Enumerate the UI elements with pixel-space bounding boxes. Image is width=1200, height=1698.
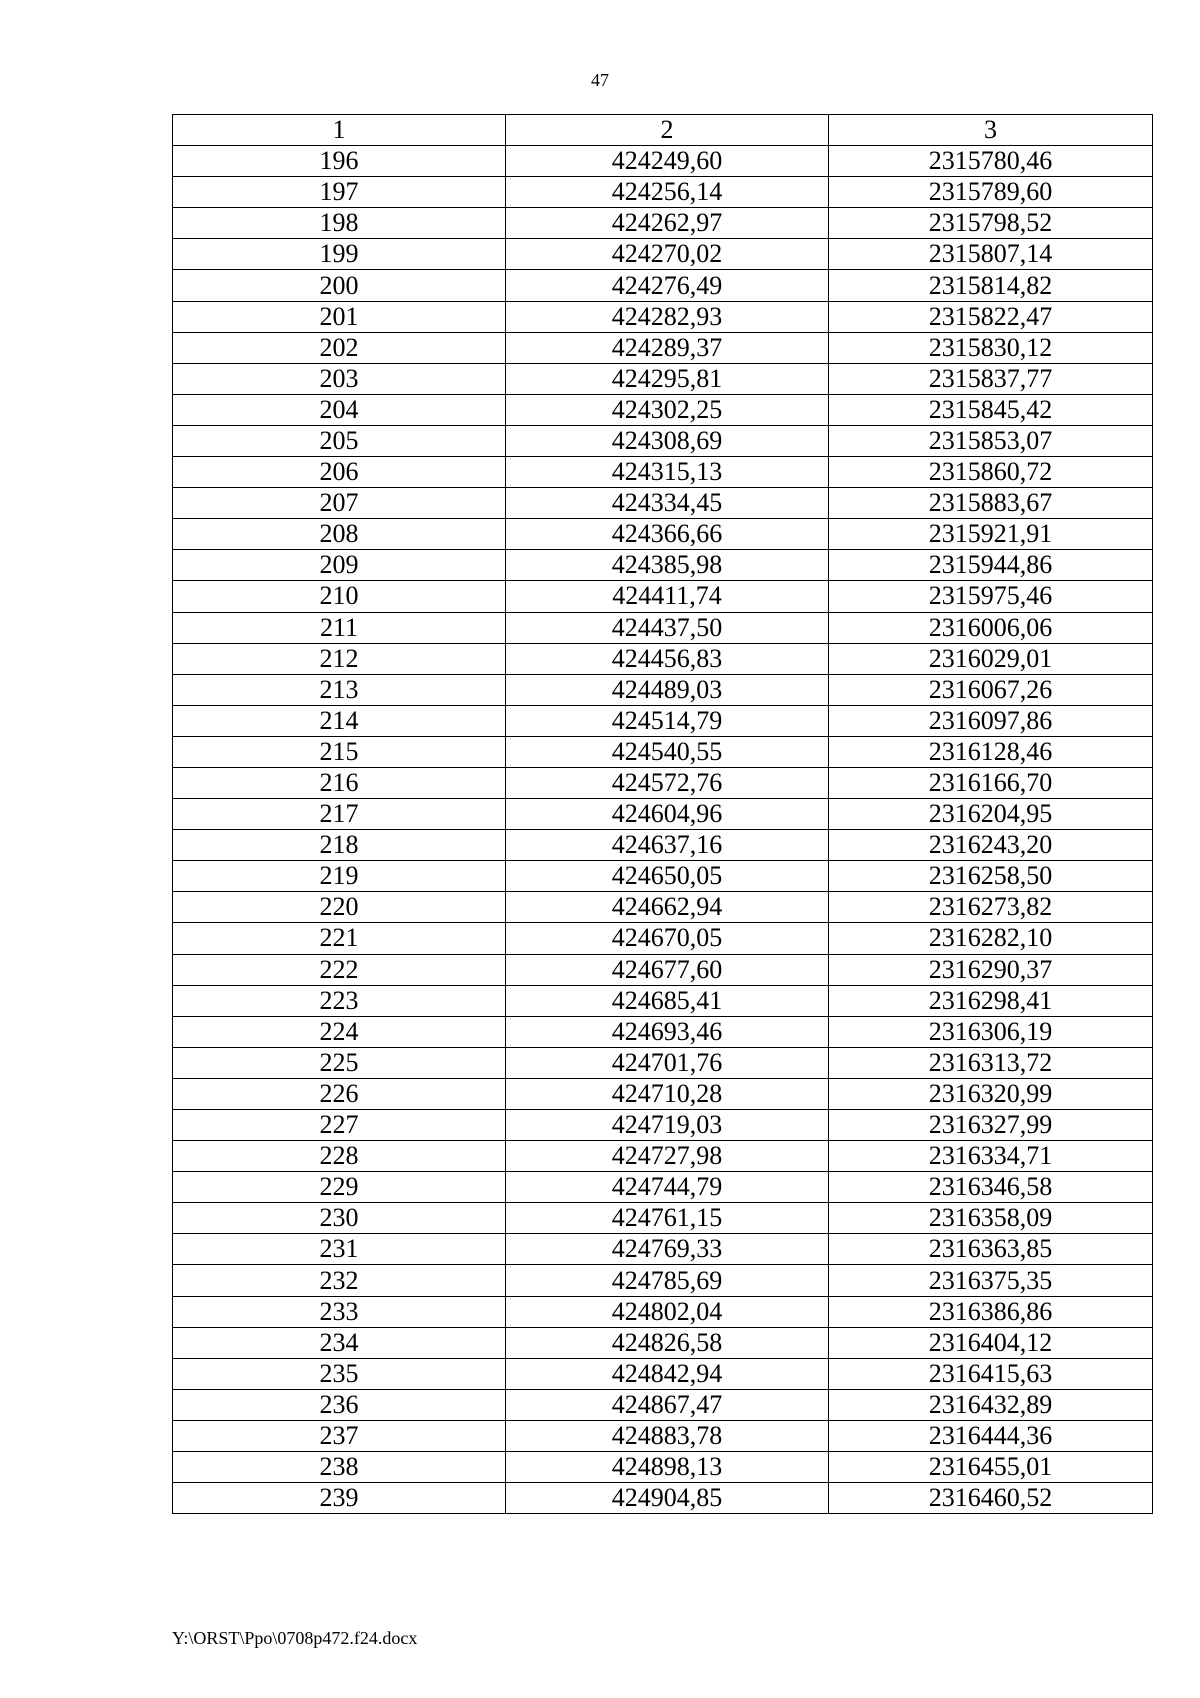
- y-coordinate-cell: 2315975,46: [829, 581, 1153, 612]
- table-row: [173, 1016, 1153, 1047]
- point-number-cell: 238: [173, 1452, 506, 1483]
- y-coordinate-cell: 2316404,12: [829, 1327, 1153, 1358]
- point-number-cell: 235: [173, 1358, 506, 1389]
- x-coordinate-cell: 424650,05: [506, 861, 829, 892]
- x-coordinate-cell: 424411,74: [506, 581, 829, 612]
- table-row: [173, 425, 1153, 456]
- y-coordinate-cell: 2316320,99: [829, 1078, 1153, 1109]
- x-coordinate-cell: 424456,83: [506, 643, 829, 674]
- point-number-cell: 210: [173, 581, 506, 612]
- table-row: [173, 1452, 1153, 1483]
- x-coordinate-cell: 424693,46: [506, 1016, 829, 1047]
- table-row: [173, 146, 1153, 177]
- column-header-3: 3: [829, 115, 1153, 146]
- x-coordinate-cell: 424744,79: [506, 1172, 829, 1203]
- x-coordinate-cell: 424308,69: [506, 425, 829, 456]
- footer-file-path: Y:\ORST\Ppo\0708p472.f24.docx: [172, 1628, 418, 1648]
- y-coordinate-cell: 2316273,82: [829, 892, 1153, 923]
- x-coordinate-cell: 424572,76: [506, 767, 829, 798]
- y-coordinate-cell: 2315822,47: [829, 301, 1153, 332]
- y-coordinate-cell: 2316444,36: [829, 1420, 1153, 1451]
- y-coordinate-cell: 2316363,85: [829, 1234, 1153, 1265]
- y-coordinate-cell: 2316334,71: [829, 1141, 1153, 1172]
- y-coordinate-cell: 2316204,95: [829, 799, 1153, 830]
- point-number-cell: 198: [173, 208, 506, 239]
- y-coordinate-cell: 2316298,41: [829, 985, 1153, 1016]
- table-row: [173, 270, 1153, 301]
- y-coordinate-cell: 2316290,37: [829, 954, 1153, 985]
- point-number-cell: 234: [173, 1327, 506, 1358]
- x-coordinate-cell: 424826,58: [506, 1327, 829, 1358]
- point-number-cell: 199: [173, 239, 506, 270]
- point-number-cell: 203: [173, 363, 506, 394]
- table-row: [173, 1141, 1153, 1172]
- x-coordinate-cell: 424514,79: [506, 705, 829, 736]
- y-coordinate-cell: 2316282,10: [829, 923, 1153, 954]
- point-number-cell: 215: [173, 736, 506, 767]
- table-row: [173, 581, 1153, 612]
- y-coordinate-cell: 2316029,01: [829, 643, 1153, 674]
- point-number-cell: 212: [173, 643, 506, 674]
- y-coordinate-cell: 2316097,86: [829, 705, 1153, 736]
- table-row: [173, 239, 1153, 270]
- x-coordinate-cell: 424670,05: [506, 923, 829, 954]
- x-coordinate-cell: 424898,13: [506, 1452, 829, 1483]
- y-coordinate-cell: 2316243,20: [829, 830, 1153, 861]
- y-coordinate-cell: 2315860,72: [829, 457, 1153, 488]
- table-row: [173, 1078, 1153, 1109]
- x-coordinate-cell: 424637,16: [506, 830, 829, 861]
- point-number-cell: 213: [173, 674, 506, 705]
- point-number-cell: 228: [173, 1141, 506, 1172]
- y-coordinate-cell: 2316346,58: [829, 1172, 1153, 1203]
- table-row: [173, 519, 1153, 550]
- point-number-cell: 236: [173, 1389, 506, 1420]
- y-coordinate-cell: 2315798,52: [829, 208, 1153, 239]
- table-row: [173, 674, 1153, 705]
- table-row: [173, 1389, 1153, 1420]
- point-number-cell: 221: [173, 923, 506, 954]
- x-coordinate-cell: 424883,78: [506, 1420, 829, 1451]
- x-coordinate-cell: 424785,69: [506, 1265, 829, 1296]
- point-number-cell: 207: [173, 488, 506, 519]
- y-coordinate-cell: 2316067,26: [829, 674, 1153, 705]
- x-coordinate-cell: 424802,04: [506, 1296, 829, 1327]
- x-coordinate-cell: 424302,25: [506, 394, 829, 425]
- point-number-cell: 204: [173, 394, 506, 425]
- table-row: [173, 1047, 1153, 1078]
- table-row: [173, 1327, 1153, 1358]
- table-row: [173, 301, 1153, 332]
- point-number-cell: 237: [173, 1420, 506, 1451]
- table-row: [173, 1265, 1153, 1296]
- point-number-cell: 222: [173, 954, 506, 985]
- table-row: [173, 332, 1153, 363]
- y-coordinate-cell: 2316306,19: [829, 1016, 1153, 1047]
- table-row: [173, 767, 1153, 798]
- table-row: [173, 705, 1153, 736]
- table-row: [173, 892, 1153, 923]
- y-coordinate-cell: 2316415,63: [829, 1358, 1153, 1389]
- x-coordinate-cell: 424727,98: [506, 1141, 829, 1172]
- table-row: [173, 1203, 1153, 1234]
- table-row: [173, 1172, 1153, 1203]
- y-coordinate-cell: 2316166,70: [829, 767, 1153, 798]
- x-coordinate-cell: 424270,02: [506, 239, 829, 270]
- x-coordinate-cell: 424249,60: [506, 146, 829, 177]
- y-coordinate-cell: 2316313,72: [829, 1047, 1153, 1078]
- table-row: [173, 643, 1153, 674]
- x-coordinate-cell: 424489,03: [506, 674, 829, 705]
- x-coordinate-cell: 424334,45: [506, 488, 829, 519]
- y-coordinate-cell: 2316258,50: [829, 861, 1153, 892]
- y-coordinate-cell: 2316327,99: [829, 1110, 1153, 1141]
- point-number-cell: 227: [173, 1110, 506, 1141]
- point-number-cell: 217: [173, 799, 506, 830]
- table-row: [173, 1483, 1153, 1514]
- point-number-cell: 219: [173, 861, 506, 892]
- y-coordinate-cell: 2316386,86: [829, 1296, 1153, 1327]
- table-row: [173, 1420, 1153, 1451]
- table-row: [173, 550, 1153, 581]
- point-number-cell: 208: [173, 519, 506, 550]
- x-coordinate-cell: 424289,37: [506, 332, 829, 363]
- table-row: [173, 954, 1153, 985]
- x-coordinate-cell: 424437,50: [506, 612, 829, 643]
- coordinates-table: [172, 114, 1153, 1514]
- x-coordinate-cell: 424295,81: [506, 363, 829, 394]
- x-coordinate-cell: 424276,49: [506, 270, 829, 301]
- y-coordinate-cell: 2315883,67: [829, 488, 1153, 519]
- table-row: [173, 799, 1153, 830]
- column-header-2: 2: [506, 115, 829, 146]
- table-row: [173, 736, 1153, 767]
- column-header-1: 1: [173, 115, 506, 146]
- point-number-cell: 239: [173, 1483, 506, 1514]
- point-number-cell: 233: [173, 1296, 506, 1327]
- x-coordinate-cell: 424604,96: [506, 799, 829, 830]
- x-coordinate-cell: 424761,15: [506, 1203, 829, 1234]
- table-row: [173, 488, 1153, 519]
- point-number-cell: 224: [173, 1016, 506, 1047]
- x-coordinate-cell: 424677,60: [506, 954, 829, 985]
- table-row: [173, 394, 1153, 425]
- point-number-cell: 223: [173, 985, 506, 1016]
- table-row: [173, 457, 1153, 488]
- x-coordinate-cell: 424366,66: [506, 519, 829, 550]
- table-header-row: [173, 115, 1153, 146]
- point-number-cell: 201: [173, 301, 506, 332]
- x-coordinate-cell: 424842,94: [506, 1358, 829, 1389]
- point-number-cell: 197: [173, 177, 506, 208]
- point-number-cell: 218: [173, 830, 506, 861]
- x-coordinate-cell: 424256,14: [506, 177, 829, 208]
- y-coordinate-cell: 2315789,60: [829, 177, 1153, 208]
- x-coordinate-cell: 424262,97: [506, 208, 829, 239]
- y-coordinate-cell: 2315845,42: [829, 394, 1153, 425]
- table-row: [173, 177, 1153, 208]
- y-coordinate-cell: 2316460,52: [829, 1483, 1153, 1514]
- point-number-cell: 225: [173, 1047, 506, 1078]
- point-number-cell: 220: [173, 892, 506, 923]
- y-coordinate-cell: 2316006,06: [829, 612, 1153, 643]
- x-coordinate-cell: 424282,93: [506, 301, 829, 332]
- y-coordinate-cell: 2315944,86: [829, 550, 1153, 581]
- point-number-cell: 200: [173, 270, 506, 301]
- x-coordinate-cell: 424769,33: [506, 1234, 829, 1265]
- point-number-cell: 232: [173, 1265, 506, 1296]
- x-coordinate-cell: 424315,13: [506, 457, 829, 488]
- x-coordinate-cell: 424719,03: [506, 1110, 829, 1141]
- table-row: [173, 830, 1153, 861]
- y-coordinate-cell: 2315853,07: [829, 425, 1153, 456]
- table-row: [173, 1234, 1153, 1265]
- point-number-cell: 226: [173, 1078, 506, 1109]
- table-row: [173, 208, 1153, 239]
- table-row: [173, 1110, 1153, 1141]
- y-coordinate-cell: 2315921,91: [829, 519, 1153, 550]
- point-number-cell: 196: [173, 146, 506, 177]
- page-number: 47: [591, 70, 609, 90]
- y-coordinate-cell: 2315780,46: [829, 146, 1153, 177]
- x-coordinate-cell: 424685,41: [506, 985, 829, 1016]
- table-row: [173, 923, 1153, 954]
- table-row: [173, 985, 1153, 1016]
- table-row: [173, 861, 1153, 892]
- point-number-cell: 229: [173, 1172, 506, 1203]
- point-number-cell: 205: [173, 425, 506, 456]
- x-coordinate-cell: 424867,47: [506, 1389, 829, 1420]
- table-row: [173, 1296, 1153, 1327]
- x-coordinate-cell: 424701,76: [506, 1047, 829, 1078]
- y-coordinate-cell: 2316455,01: [829, 1452, 1153, 1483]
- table-row: [173, 363, 1153, 394]
- point-number-cell: 202: [173, 332, 506, 363]
- table-row: [173, 612, 1153, 643]
- y-coordinate-cell: 2316358,09: [829, 1203, 1153, 1234]
- x-coordinate-cell: 424662,94: [506, 892, 829, 923]
- y-coordinate-cell: 2315814,82: [829, 270, 1153, 301]
- y-coordinate-cell: 2315830,12: [829, 332, 1153, 363]
- y-coordinate-cell: 2316432,89: [829, 1389, 1153, 1420]
- x-coordinate-cell: 424904,85: [506, 1483, 829, 1514]
- y-coordinate-cell: 2315837,77: [829, 363, 1153, 394]
- table-row: [173, 1358, 1153, 1389]
- point-number-cell: 206: [173, 457, 506, 488]
- x-coordinate-cell: 424385,98: [506, 550, 829, 581]
- point-number-cell: 230: [173, 1203, 506, 1234]
- y-coordinate-cell: 2315807,14: [829, 239, 1153, 270]
- y-coordinate-cell: 2316375,35: [829, 1265, 1153, 1296]
- x-coordinate-cell: 424710,28: [506, 1078, 829, 1109]
- y-coordinate-cell: 2316128,46: [829, 736, 1153, 767]
- point-number-cell: 216: [173, 767, 506, 798]
- point-number-cell: 214: [173, 705, 506, 736]
- point-number-cell: 211: [173, 612, 506, 643]
- point-number-cell: 231: [173, 1234, 506, 1265]
- point-number-cell: 209: [173, 550, 506, 581]
- x-coordinate-cell: 424540,55: [506, 736, 829, 767]
